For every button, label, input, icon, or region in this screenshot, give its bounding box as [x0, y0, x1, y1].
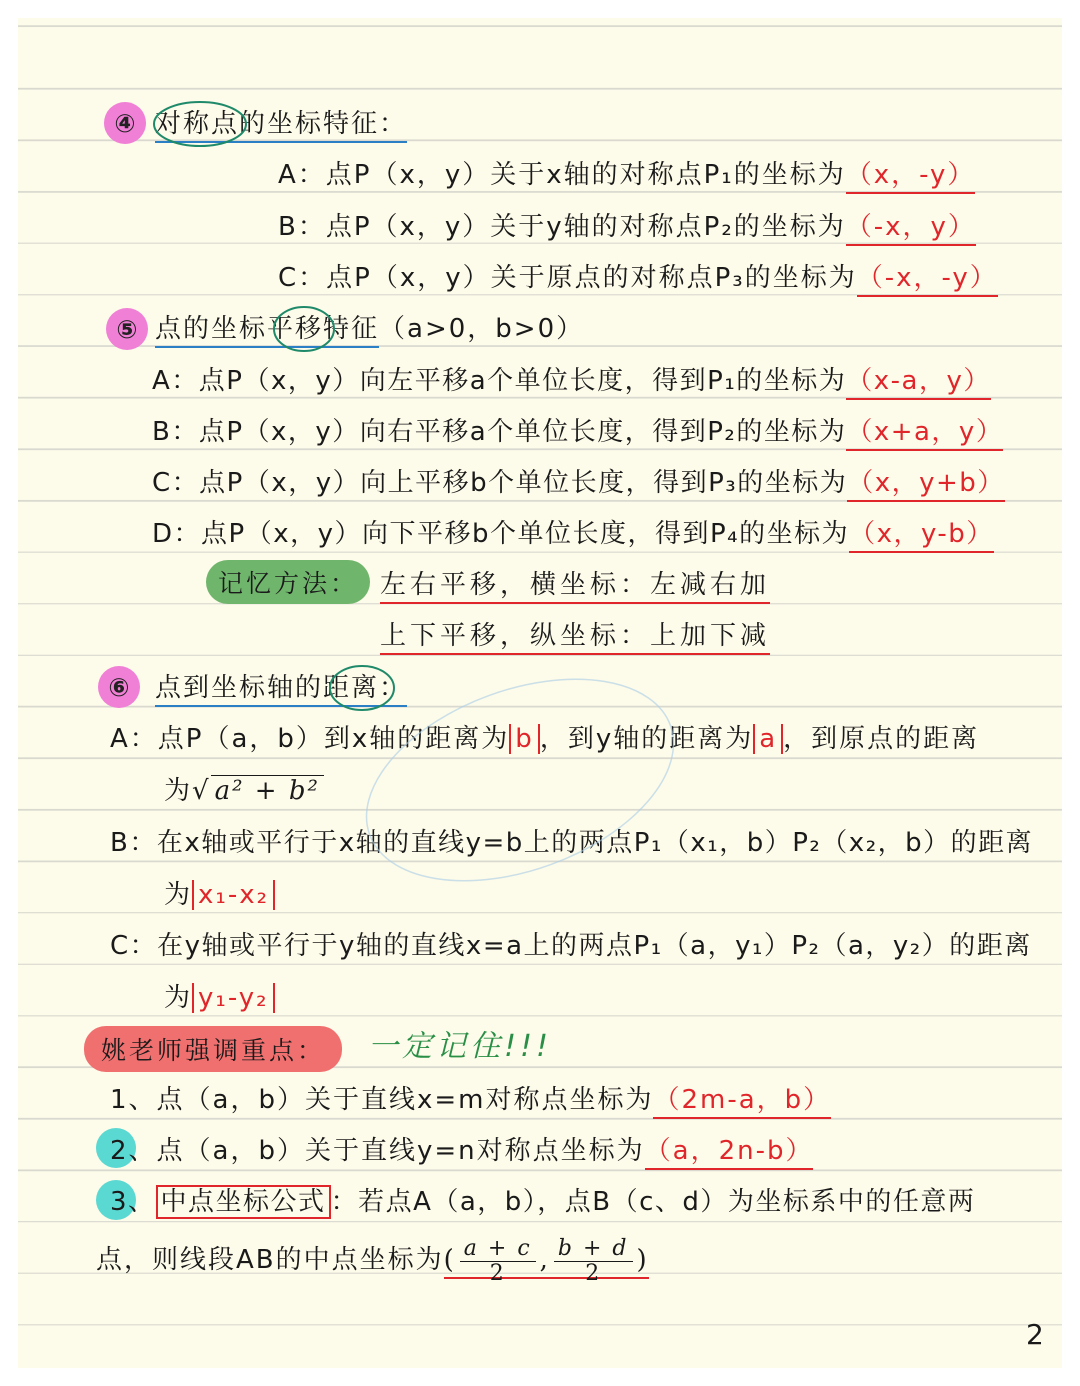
section-6-item-a-line2 — [164, 774, 324, 808]
item-answer: （a，2n-b） — [645, 1136, 814, 1170]
item-answer: （-x，-y） — [857, 263, 998, 297]
section-5-title-text: 点的坐标平移特征 — [155, 314, 379, 348]
section-5-number: ⑤ — [116, 314, 138, 344]
section-5-item-b — [152, 415, 1003, 449]
section-4-item-a — [278, 158, 975, 192]
abs-b-answer: b — [509, 724, 540, 754]
midpoint-formula-box: 中点坐标公式 — [156, 1185, 331, 1219]
item-answer: （x，-y） — [846, 160, 976, 194]
memory-line-text: 左右平移，横坐标：左减右加 — [380, 570, 770, 604]
item-text: B：点P（x，y）向右平移a个单位长度，得到P₂的坐标为 — [152, 417, 847, 447]
distance-answer: x₁-x₂ — [192, 880, 275, 910]
remember-note-text: 一定记住!!! — [368, 1029, 553, 1064]
page-number — [1026, 1318, 1046, 1352]
section-5-item-d — [152, 517, 994, 551]
teacher-emphasis-label: 姚老师强调重点： — [100, 1036, 325, 1065]
section-4-number: ④ — [114, 108, 136, 138]
emphasis-item-3-line1 — [110, 1185, 975, 1219]
memory-method-pill — [206, 560, 370, 604]
item-number: 1、 — [110, 1085, 157, 1115]
teacher-emphasis-pill — [84, 1026, 342, 1072]
item-answer: （2m-a，b） — [653, 1085, 831, 1119]
section-4-title — [155, 107, 407, 141]
fraction-denominator: 2 — [585, 1260, 602, 1286]
item-text: 为 — [164, 880, 193, 910]
abs-a-answer: a — [753, 724, 783, 754]
item-text: 为 — [164, 983, 193, 1013]
emphasis-item-1 — [110, 1083, 831, 1117]
item-text: B：在x轴或平行于x轴的直线y=b上的两点P₁（x₁，b）P₂（x₂，b）的距离 — [110, 828, 1034, 858]
section-6-item-b-line2 — [164, 878, 275, 912]
section-6-title-text: 点到坐标轴的距离： — [155, 673, 407, 707]
item-text: D：点P（x，y）向下平移b个单位长度，得到P₄的坐标为 — [152, 519, 850, 549]
page-number-text: 2 — [1026, 1318, 1046, 1351]
sqrt-answer: √ a² + b² — [192, 775, 324, 806]
section-6-item-b-line1 — [110, 826, 1033, 860]
item-text: C：点P（x，y）向上平移b个单位长度，得到P₃的坐标为 — [152, 468, 848, 498]
item-text: ，到y轴的距离为 — [539, 724, 754, 754]
section-6-item-a-line1 — [110, 722, 979, 756]
emphasis-item-2 — [110, 1134, 813, 1168]
memory-line-1 — [380, 568, 770, 602]
item-text: 点，则线段AB的中点坐标为 — [96, 1245, 444, 1275]
section-6-number: ⑥ — [108, 672, 130, 702]
section-5-condition: （a>0，b>0） — [379, 314, 585, 344]
item-answer: （x，y+b） — [847, 468, 1005, 502]
fraction-numerator: a + c — [460, 1237, 536, 1262]
item-text: A：点P（x，y）向左平移a个单位长度，得到P₁的坐标为 — [152, 366, 847, 396]
section-6-item-c-line2 — [164, 981, 275, 1015]
distance-answer: y₁-y₂ — [192, 983, 275, 1013]
remember-note — [368, 1030, 552, 1064]
item-answer: （x，y-b） — [849, 519, 994, 553]
item-text: ，到原点的距离 — [783, 724, 980, 754]
item-text: C：点P（x，y）关于原点的对称点P₃的坐标为 — [278, 263, 857, 293]
fraction-numerator: b + d — [554, 1237, 633, 1262]
item-answer: （-x，y） — [846, 212, 976, 246]
section-6-title — [155, 671, 407, 705]
section-5-item-a — [152, 364, 991, 398]
item-number: 3、 — [110, 1187, 156, 1217]
midpoint-formula-answer: ( $\frac{a + c}{2}$ , $\frac{b + d}{2}$ ) — [443, 1235, 649, 1286]
item-text: A：点P（x，y）关于x轴的对称点P₁的坐标为 — [278, 160, 846, 190]
section-6-item-c-line1 — [110, 929, 1032, 963]
section-5-number-badge — [106, 308, 148, 350]
fraction-x — [460, 1237, 536, 1286]
section-4-title-text: 对称点的坐标特征： — [155, 109, 407, 143]
item-text: A：点P（a，b）到x轴的距离为 — [110, 724, 510, 754]
memory-line-text: 上下平移，纵坐标：上加下减 — [380, 621, 770, 655]
item-text: 点（a，b）关于直线x=m对称点坐标为 — [156, 1085, 654, 1115]
fraction-y — [554, 1237, 633, 1286]
item-number: 2、 — [110, 1136, 157, 1166]
memory-line-2 — [380, 619, 770, 653]
section-6-number-badge — [98, 666, 140, 708]
memory-method-label: 记忆方法： — [217, 569, 358, 598]
item-text: B：点P（x，y）关于y轴的对称点P₂的坐标为 — [278, 212, 846, 242]
sqrt-radicand: a² + b² — [211, 775, 324, 806]
section-5-item-c — [152, 466, 1005, 500]
item-answer: （x+a，y） — [846, 417, 1003, 451]
item-text: C：在y轴或平行于y轴的直线x=a上的两点P₁（a，y₁）P₂（a，y₂）的距离 — [110, 931, 1032, 961]
item-answer: （x-a，y） — [846, 366, 991, 400]
section-4-item-b — [278, 210, 976, 244]
item-text: 为 — [164, 776, 193, 806]
emphasis-item-3-line2 — [96, 1232, 649, 1288]
section-4-item-c — [278, 261, 998, 295]
section-5-title — [155, 312, 584, 346]
item-text: ：若点A（a，b），点B（c、d）为坐标系中的任意两 — [330, 1187, 976, 1217]
section-4-number-badge — [104, 102, 146, 144]
item-text: 点（a，b）关于直线y=n对称点坐标为 — [156, 1136, 645, 1166]
fraction-denominator: 2 — [489, 1260, 506, 1286]
